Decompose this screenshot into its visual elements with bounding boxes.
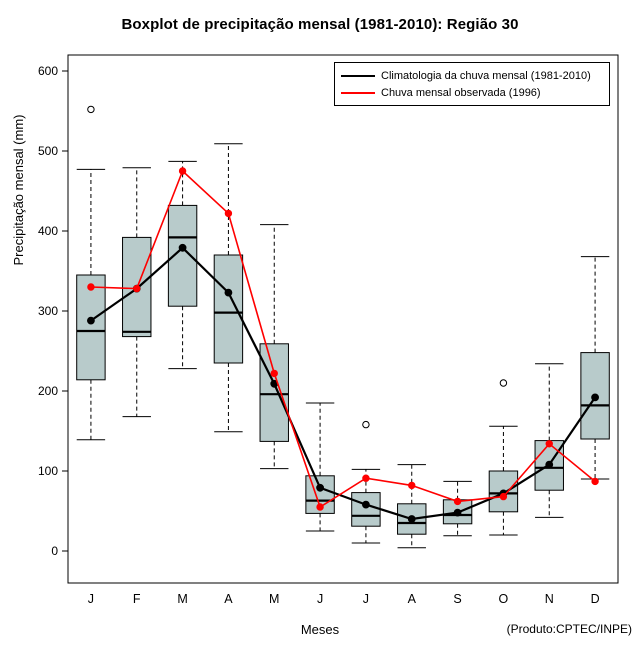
climatology-point xyxy=(179,244,186,251)
y-tick-label: 200 xyxy=(37,384,58,398)
y-tick-label: 300 xyxy=(37,304,58,318)
observed-point xyxy=(271,370,277,376)
legend-swatch-observed xyxy=(341,92,375,94)
y-tick-label: 400 xyxy=(37,224,58,238)
x-tick-label: A xyxy=(224,592,233,606)
y-tick-label: 500 xyxy=(37,144,58,158)
climatology-point xyxy=(363,501,370,508)
observed-point xyxy=(179,168,185,174)
legend xyxy=(334,62,610,106)
x-tick-label: M xyxy=(177,592,188,606)
x-tick-label: O xyxy=(498,592,509,606)
x-tick-label: N xyxy=(544,592,554,606)
observed-point xyxy=(317,504,323,510)
climatology-point xyxy=(454,509,461,516)
x-tick-label: J xyxy=(362,592,370,606)
x-tick-label: J xyxy=(316,592,324,606)
box xyxy=(260,344,288,442)
observed-point xyxy=(409,482,415,488)
x-tick-label: S xyxy=(453,592,462,606)
box xyxy=(77,275,105,380)
observed-point xyxy=(454,498,460,504)
climatology-point xyxy=(592,394,599,401)
observed-point xyxy=(363,475,369,481)
climatology-point xyxy=(408,516,415,523)
climatology-point xyxy=(317,484,324,491)
x-tick-label: J xyxy=(87,592,95,606)
y-axis-label-wrapper xyxy=(10,40,30,340)
observed-point xyxy=(592,478,598,484)
observed-point xyxy=(225,210,231,216)
y-tick-label: 600 xyxy=(37,64,58,78)
outlier-point xyxy=(88,106,94,112)
outlier-point xyxy=(363,421,369,427)
credit-text: (Produto:CPTEC/INPE) xyxy=(506,622,632,636)
observed-point xyxy=(88,284,94,290)
legend-swatch-climatology xyxy=(341,75,375,77)
climatology-point xyxy=(546,461,553,468)
y-tick-label: 0 xyxy=(51,544,58,558)
legend-label-observed: Chuva mensal observada (1996) xyxy=(381,87,541,100)
x-tick-label: M xyxy=(269,592,280,606)
legend-item-observed xyxy=(341,87,541,99)
chart-title: Boxplot de precipitação mensal (1981-2010): Região 30 xyxy=(121,16,519,33)
outlier-point xyxy=(500,380,506,386)
observed-line xyxy=(91,171,595,507)
observed-point xyxy=(546,441,552,447)
x-tick-label: F xyxy=(132,592,141,606)
box xyxy=(352,493,380,527)
x-axis-label: Meses xyxy=(300,622,340,637)
climatology-point xyxy=(88,317,95,324)
y-axis-label: Precipitação mensal (mm) xyxy=(11,114,26,266)
x-tick-label: A xyxy=(407,592,416,606)
x-tick-label: D xyxy=(590,592,600,606)
observed-point xyxy=(500,493,506,499)
legend-label-climatology: Climatologia da chuva mensal (1981-2010) xyxy=(381,70,591,83)
y-tick-label: 100 xyxy=(37,464,58,478)
observed-point xyxy=(134,285,140,291)
legend-item-climatology xyxy=(341,70,591,82)
climatology-point xyxy=(225,289,232,296)
box xyxy=(214,255,242,363)
